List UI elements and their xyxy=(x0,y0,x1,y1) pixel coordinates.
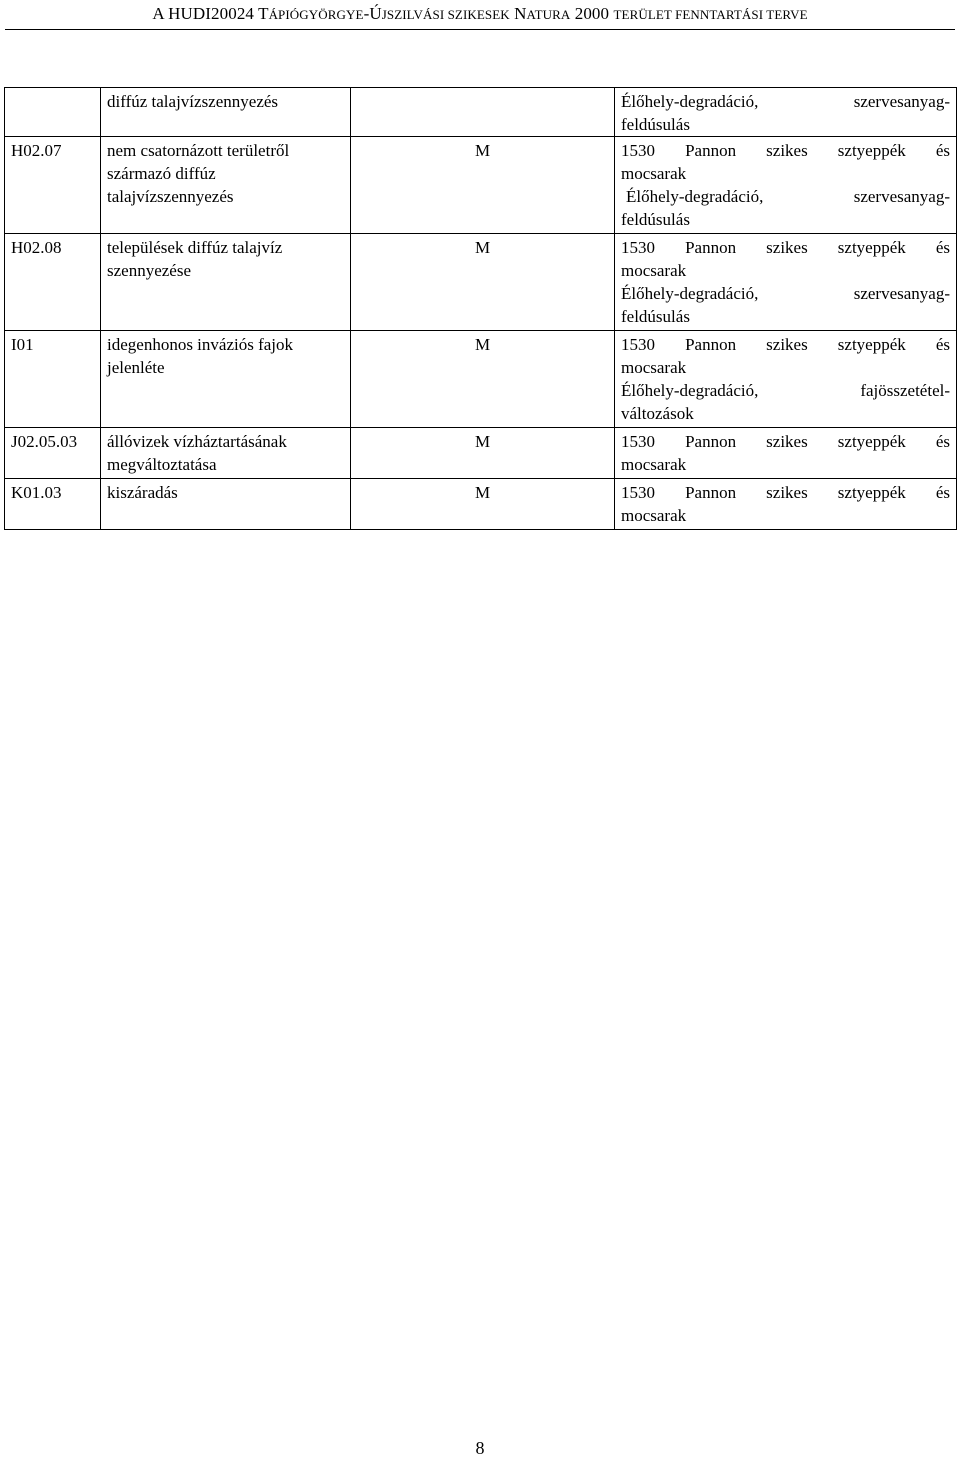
impact-cell xyxy=(351,331,615,428)
habitat-cell xyxy=(615,88,957,137)
habitat-cell xyxy=(615,331,957,428)
threat-code-cell: I01 xyxy=(5,331,101,428)
header-title-smallcaps: TERÜLET FENNTARTÁSI TERVE xyxy=(613,7,808,22)
habitat-line: Élőhely-degradáció, szervesanyag- xyxy=(621,284,950,303)
impact-value: M xyxy=(474,238,491,257)
habitat-line: mocsarak xyxy=(621,261,687,280)
threat-name-cell: állóvizek vízháztartásának megváltoztatása xyxy=(101,428,351,479)
habitat-line: feldúsulás xyxy=(621,307,690,326)
running-header xyxy=(0,4,960,25)
habitat-cell xyxy=(615,428,957,479)
impact-cell xyxy=(351,234,615,331)
habitat-line: feldúsulás xyxy=(621,115,690,134)
header-title-smallcaps: ATURA xyxy=(526,7,571,22)
threat-name-cell: települések diffúz talajvíz szennyezése xyxy=(101,234,351,331)
habitat-line: 1530 Pannon szikes sztyeppék és xyxy=(621,432,950,451)
impact-cell xyxy=(351,428,615,479)
threat-code-cell: H02.07 xyxy=(5,137,101,234)
habitat-line: mocsarak xyxy=(621,164,687,183)
habitat-line: Élőhely-degradáció, szervesanyag- xyxy=(621,92,950,111)
habitat-line: 1530 Pannon szikes sztyeppék és xyxy=(621,483,950,502)
table-row xyxy=(5,479,957,530)
header-title-smallcaps: JSZILVÁSI SZIKESEK xyxy=(381,7,510,22)
impact-value: M xyxy=(474,335,491,354)
header-divider xyxy=(5,29,955,30)
threat-code-cell xyxy=(5,88,101,137)
table-row xyxy=(5,234,957,331)
habitat-line: Élőhely-degradáció, szervesanyag- xyxy=(626,187,950,206)
threat-code-cell: H02.08 xyxy=(5,234,101,331)
table-row xyxy=(5,88,957,137)
header-title-part: A HUDI20024 T xyxy=(152,4,269,23)
habitat-line: 1530 Pannon szikes sztyeppék és xyxy=(621,335,950,354)
habitat-line: mocsarak xyxy=(621,358,687,377)
impact-cell xyxy=(351,88,615,137)
habitat-line: mocsarak xyxy=(621,455,687,474)
impact-value: M xyxy=(474,483,491,502)
habitat-line: 1530 Pannon szikes sztyeppék és xyxy=(621,238,950,257)
table-row xyxy=(5,331,957,428)
habitat-line: 1530 Pannon szikes sztyeppék és xyxy=(621,141,950,160)
table-row xyxy=(5,137,957,234)
impact-cell xyxy=(351,137,615,234)
page-number: 8 xyxy=(475,1438,485,1458)
habitat-cell xyxy=(615,479,957,530)
threat-name-cell: idegenhonos inváziós fajok jelenléte xyxy=(101,331,351,428)
header-title-part: -Ú xyxy=(363,4,382,23)
habitat-line: mocsarak xyxy=(621,506,687,525)
threat-code-cell: J02.05.03 xyxy=(5,428,101,479)
threat-name-cell: nem csatornázott területről származó diffúz talajvízszennyezés xyxy=(101,137,351,234)
impact-value: M xyxy=(474,141,491,160)
habitat-cell xyxy=(615,234,957,331)
header-title-part: 2000 xyxy=(570,4,614,23)
habitat-line: feldúsulás xyxy=(621,210,690,229)
habitat-line: Élőhely-degradáció, fajösszetétel- xyxy=(621,381,950,400)
impact-value: M xyxy=(474,432,491,451)
threat-name-cell: kiszáradás xyxy=(101,479,351,530)
header-title-smallcaps: ÁPIÓGYÖRGYE xyxy=(268,7,364,22)
table-row xyxy=(5,428,957,479)
habitat-cell xyxy=(615,137,957,234)
header-title-part: N xyxy=(509,4,527,23)
habitat-line: változások xyxy=(621,404,694,423)
threats-table xyxy=(4,87,957,530)
threat-name-cell: diffúz talajvízszennyezés xyxy=(101,88,351,137)
threat-code-cell: K01.03 xyxy=(5,479,101,530)
impact-cell xyxy=(351,479,615,530)
